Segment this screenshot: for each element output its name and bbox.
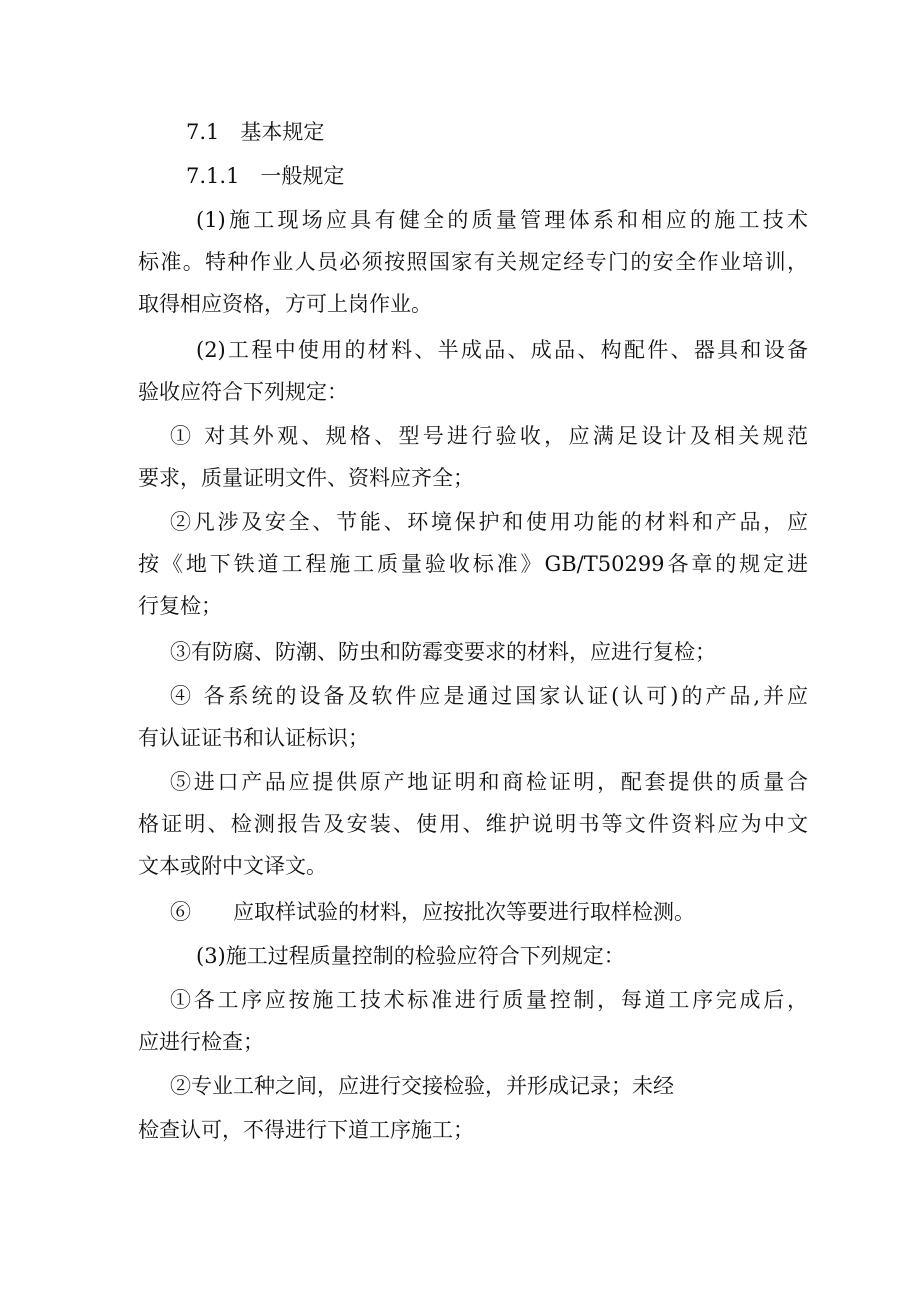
list-item-line: 按《地下铁道工程施工质量验收标准》GB/T50299各章的规定进 xyxy=(138,552,808,576)
list-item-line: 应进行检查； xyxy=(138,1030,264,1054)
list-item-line: 有认证证书和认证标识； xyxy=(138,726,369,750)
subsection-heading-7-1-1: 7.1.1 一般规定 xyxy=(186,164,345,188)
section-heading-7-1: 7.1 基本规定 xyxy=(186,120,325,144)
list-item-line: ②专业工种之间，应进行交接检验，并形成记录；未经 xyxy=(170,1074,674,1098)
list-item-line: ④ 各系统的设备及软件应是通过国家认证(认可)的产品,并应 xyxy=(170,684,808,708)
list-item-line: 要求，质量证明文件、资料应齐全； xyxy=(138,466,474,490)
list-item-line: ①各工序应按施工技术标准进行质量控制，每道工序完成后， xyxy=(170,988,808,1012)
list-item-line: 文本或附中文译文。 xyxy=(138,854,327,878)
paragraph-line: 验收应符合下列规定： xyxy=(138,380,348,404)
list-item-line: ③有防腐、防潮、防虫和防霉变要求的材料，应进行复检； xyxy=(170,640,716,664)
list-item-line: 格证明、检测报告及安装、使用、维护说明书等文件资料应为中文 xyxy=(138,812,808,836)
list-item-line: ②凡涉及安全、节能、环境保护和使用功能的材料和产品，应 xyxy=(170,510,808,534)
paragraph-line: (1)施工现场应具有健全的质量管理体系和相应的施工技术 xyxy=(196,208,808,232)
paragraph-line: 取得相应资格，方可上岗作业。 xyxy=(138,292,432,316)
paragraph-line: 标准。特种作业人员必须按照国家有关规定经专门的安全作业培训， xyxy=(138,250,808,274)
list-item-line: ① 对其外观、规格、型号进行验收，应满足设计及相关规范 xyxy=(170,424,808,448)
list-item-line: ⑥ 应取样试验的材料，应按批次等要进行取样检测。 xyxy=(170,900,695,924)
paragraph-line: (3)施工过程质量控制的检验应符合下列规定： xyxy=(196,944,625,968)
paragraph-line: (2)工程中使用的材料、半成品、成品、构配件、器具和设备 xyxy=(196,338,808,362)
list-item-line: 检查认可，不得进行下道工序施工； xyxy=(138,1118,474,1142)
list-item-line: ⑤进口产品应提供原产地证明和商检证明，配套提供的质量合 xyxy=(170,770,808,794)
list-item-line: 行复检； xyxy=(138,594,222,618)
